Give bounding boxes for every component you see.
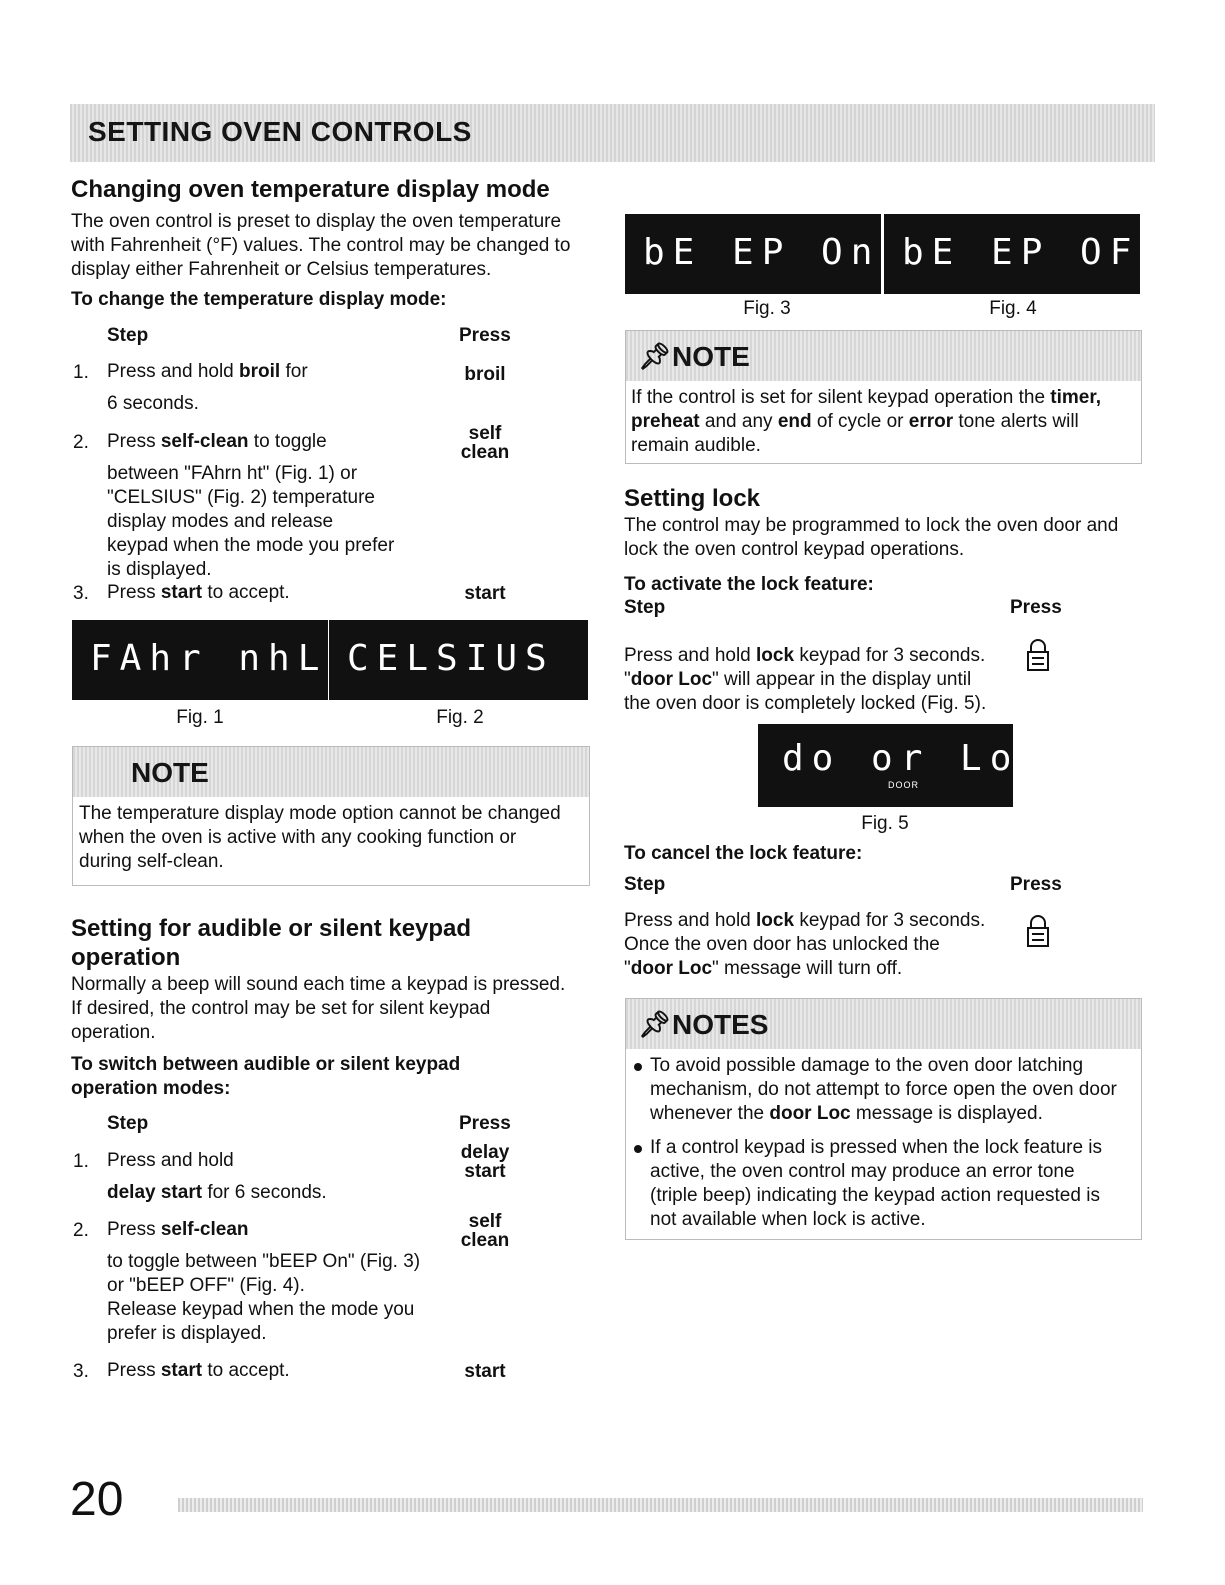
notes-title: NOTES [672, 1009, 769, 1040]
celsius-display: CELSIUS [329, 620, 588, 700]
temp-note [72, 746, 590, 886]
step-number: 3. [73, 583, 89, 604]
note-title: NOTE [672, 341, 750, 372]
door-indicator: DOOR [888, 780, 919, 790]
cancel-text: Press and hold lock keypad for 3 seconds. Once the oven door has unlocked the "door Loc" message will turn off. [624, 910, 986, 979]
fig1-label: Fig. 1 [176, 707, 224, 728]
bullet [634, 1063, 642, 1071]
beep-on-display: bE EP On [625, 214, 881, 294]
step-text: Press start to accept. [107, 1360, 290, 1381]
step-header: Step [624, 874, 666, 895]
banner-title: SETTING OVEN CONTROLS [88, 116, 472, 147]
lock-icon [1026, 914, 1050, 948]
step-number: 1. [73, 362, 89, 383]
beep-note [625, 330, 1142, 464]
lock-section-title: Setting lock [624, 485, 761, 512]
note-body: The temperature display mode option cannot be changed when the oven is active with any cooking function or during self-clean. [79, 803, 561, 872]
activate-text: Press and hold lock keypad for 3 seconds. "door Loc" will appear in the display until the oven door is completely locked (Fig. 5). [624, 645, 987, 714]
self-clean-key: self clean [460, 1211, 510, 1251]
fig4-label: Fig. 4 [989, 298, 1037, 319]
page-number: 20 [70, 1473, 124, 1526]
press-header: Press [1010, 874, 1062, 895]
step-header: Step [624, 597, 666, 618]
step-text: Press and hold delay start for 6 seconds. [107, 1150, 327, 1203]
fahrenheit-display: FAhr nhL [72, 620, 328, 700]
step-text: Press self-clean to toggle between "FAhrn ht" (Fig. 1) or "CELSIUS" (Fig. 2) temperature display modes and release keypad when the mode you prefer is displayed. [107, 431, 395, 580]
step-number: 1. [73, 1151, 89, 1172]
step-number: 2. [73, 432, 89, 453]
temp-intro: The oven control is preset to display the oven temperature with Fahrenheit (°F) values. The control may be changed to display either Fahrenheit or Celsius temperatures. [71, 211, 571, 280]
audible-section-title: Setting for audible or silent keypad operation [71, 915, 472, 971]
press-header: Press [459, 325, 511, 346]
press-header: Press [1010, 597, 1062, 618]
section-banner [70, 104, 1155, 162]
fig2-label: Fig. 2 [436, 707, 484, 728]
delay-start-key: delay start [460, 1142, 510, 1182]
step-number: 2. [73, 1220, 89, 1241]
fig3-label: Fig. 3 [743, 298, 791, 319]
pin-icon: 📌︎ [638, 1009, 672, 1039]
broil-key: broil [464, 364, 506, 385]
lock-icon [1026, 638, 1050, 672]
door-lock-display: do or Loc DOOR [758, 724, 1013, 807]
activate-title: To activate the lock feature: [624, 574, 874, 595]
temp-section-title: Changing oven temperature display mode [71, 176, 550, 203]
bullet [634, 1145, 642, 1153]
note-item: To avoid possible damage to the oven door latching mechanism, do not attempt to force open the oven door whenever the door Loc message is displayed. [650, 1055, 1117, 1124]
lock-intro: The control may be programmed to lock the oven door and lock the oven control keypad operations. [624, 515, 1119, 560]
start-key: start [464, 1361, 506, 1382]
step-text: Press and hold broil for 6 seconds. [107, 361, 308, 414]
fig5-label: Fig. 5 [861, 813, 909, 834]
audible-subtitle: To switch between audible or silent keypad operation modes: [71, 1054, 461, 1099]
start-key: start [464, 583, 506, 604]
lock-notes [625, 998, 1142, 1240]
press-header: Press [459, 1113, 511, 1134]
temp-subtitle: To change the temperature display mode: [71, 289, 447, 310]
step-text: Press start to accept. [107, 582, 290, 603]
step-text: Press self-clean to toggle between "bEEP On" (Fig. 3) or "bEEP OFF" (Fig. 4). Release keypad when the mode you prefer is displayed. [107, 1219, 421, 1344]
note-item: If a control keypad is pressed when the lock feature is active, the oven control may produce an error tone (triple beep) indicating the keypad action requested is not available when lock is active. [650, 1137, 1103, 1230]
step-header: Step [107, 1113, 149, 1134]
note-body: If the control is set for silent keypad operation the timer, preheat and any end of cycle or error tone alerts will remain audible. [631, 387, 1101, 456]
step-header: Step [107, 325, 149, 346]
cancel-title: To cancel the lock feature: [624, 843, 863, 864]
step-number: 3. [73, 1361, 89, 1382]
note-title: NOTE [131, 757, 209, 788]
pin-icon: 📌︎ [638, 341, 672, 371]
audible-intro: Normally a beep will sound each time a keypad is pressed. If desired, the control may be set for silent keypad operation. [71, 974, 566, 1043]
self-clean-key: self clean [460, 423, 510, 463]
beep-off-display: bE EP OFF [884, 214, 1140, 294]
footer-bar [178, 1498, 1143, 1512]
